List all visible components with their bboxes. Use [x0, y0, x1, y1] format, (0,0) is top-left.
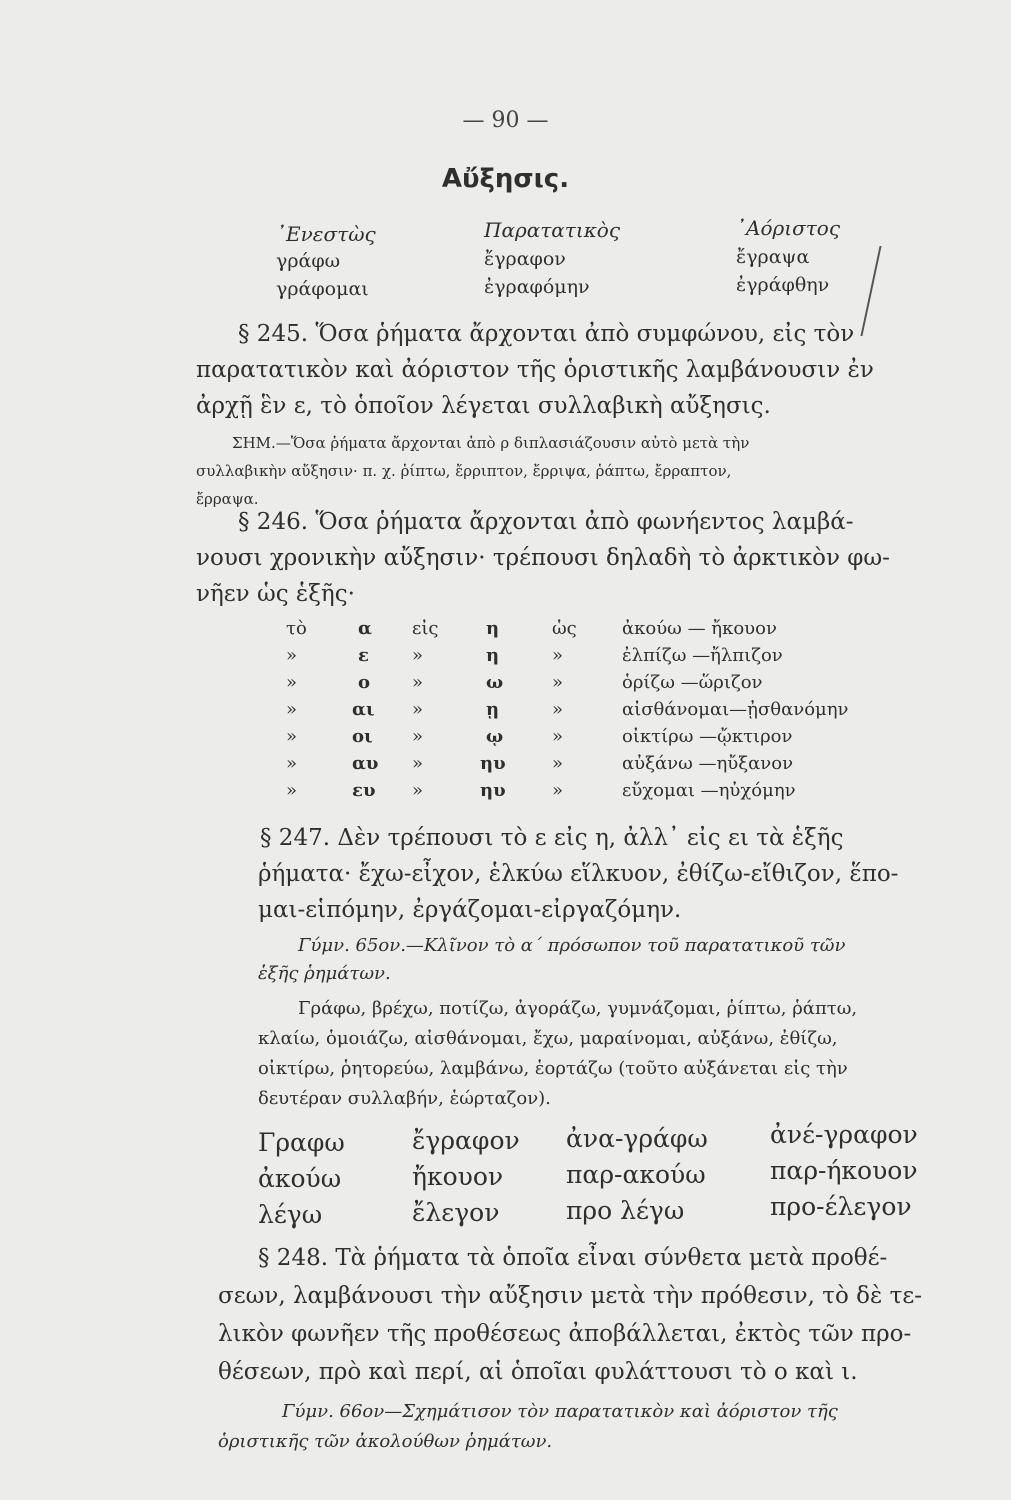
- vowel-example: ὁρίζω —ὥριζον: [622, 672, 763, 693]
- p245-line: παρατατικὸν καὶ ἀόριστον τῆς ὁριστικῆς λαμβάνουσιν ἐν: [196, 357, 874, 383]
- vowel-as: »: [552, 672, 564, 693]
- note-line: ἔρραψα.: [196, 490, 259, 508]
- paradigm-col-present: ᾿Ενεστὼς: [276, 222, 376, 246]
- p246-line: νουσι χρονικὴν αὔξησιν· τρέπουσι δηλαδὴ τὸ ἀρκτικὸν φω-: [196, 545, 890, 571]
- vowel-from: ο: [358, 672, 371, 693]
- vowel-into: »: [412, 699, 424, 720]
- compound-cell: παρ-ακούω: [566, 1160, 706, 1189]
- vowel-from: αι: [352, 699, 375, 720]
- vowel-row-lead: »: [286, 699, 298, 720]
- exercise-66-line: Γύμν. 66ον—Σχημάτισον τὸν παρατατικὸν καὶ ἀόριστον τῆς: [282, 1401, 838, 1422]
- paradigm-cell: ἔγραφον: [484, 248, 566, 270]
- paradigm-cell: γράφω: [276, 250, 341, 272]
- note-line: ΣΗΜ.—Ὅσα ῥήματα ἄρχονται ἀπὸ ρ διπλασιάζουσιν αὐτὸ μετὰ τὴν: [232, 434, 750, 452]
- note-line: συλλαβικὴν αὔξησιν· π. χ. ῥίπτω, ἔρριπτον, ἔρριψα, ῥάπτω, ἔρραπτον,: [196, 462, 732, 480]
- vowel-to: ῃ: [486, 699, 500, 720]
- vowel-into: εἰς: [412, 618, 439, 639]
- p246-line: § 246. Ὅσα ῥήματα ἄρχονται ἀπὸ φωνήεντος λαμβά-: [238, 509, 854, 535]
- pencil-stroke: [860, 246, 899, 336]
- vowel-to: η: [486, 618, 500, 639]
- exercise-66-line: ὁριστικῆς τῶν ἀκολούθων ῥημάτων.: [218, 1431, 553, 1452]
- paradigm-cell: ἔγραψα: [736, 246, 810, 268]
- p245-line: § 245. Ὅσα ῥήματα ἄρχονται ἀπὸ συμφώνου, εἰς τὸν: [238, 321, 855, 347]
- compound-cell: λέγω: [258, 1200, 323, 1229]
- p248-line: θέσεων, πρὸ καὶ περί, αἱ ὁποῖαι φυλάττουσι τὸ ο καὶ ι.: [218, 1359, 858, 1385]
- compound-cell: ἀκούω: [258, 1164, 342, 1193]
- vowel-example: οἰκτίρω —ᾤκτιρον: [622, 726, 793, 747]
- vowel-example: αὐξάνω —ηὔξανον: [622, 753, 794, 774]
- paradigm-col-imperfect: Παρατατικὸς: [484, 218, 621, 242]
- exercise-65-line: ἑξῆς ῥημάτων.: [258, 963, 391, 984]
- p247-line: § 247. Δὲν τρέπουσι τὸ ε εἰς η, ἀλλ᾿ εἰς ει τὰ ἑξῆς: [260, 825, 844, 851]
- compound-cell: Γραφω: [258, 1128, 345, 1157]
- p248-line: λικὸν φωνῆεν τῆς προθέσεως ἀποβάλλεται, ἐκτὸς τῶν προ-: [218, 1321, 912, 1347]
- vowel-row-lead: »: [286, 753, 298, 774]
- vowel-as: »: [552, 726, 564, 747]
- word-list-line: Γράφω, βρέχω, ποτίζω, ἀγοράζω, γυμνάζομαι, ῥίπτω, ῥάπτω,: [298, 998, 858, 1019]
- vowel-from: ευ: [352, 780, 376, 801]
- vowel-to: ω: [486, 672, 504, 693]
- compound-cell: ἤκουον: [412, 1162, 504, 1191]
- vowel-example: ἀκούω — ἤκουον: [622, 618, 777, 639]
- vowel-into: »: [412, 780, 424, 801]
- compound-cell: ἔγραφον: [412, 1126, 520, 1155]
- vowel-example: εὔχομαι —ηὐχόμην: [622, 780, 796, 801]
- p247-line: μαι-εἱπόμην, ἐργάζομαι-εἰργαζόμην.: [258, 897, 682, 923]
- vowel-example: ἐλπίζω —ἤλπιζον: [622, 645, 783, 666]
- vowel-example: αἰσθάνομαι—ᾐσθανόμην: [622, 699, 849, 720]
- p245-line: ἀρχῇ ἓν ε, τὸ ὁποῖον λέγεται συλλαβικὴ αὔξησις.: [196, 393, 771, 419]
- vowel-to: ηυ: [480, 753, 506, 774]
- vowel-as: »: [552, 699, 564, 720]
- vowel-row-lead: »: [286, 780, 298, 801]
- paradigm-col-aorist: ᾿Αόριστος: [736, 216, 841, 240]
- vowel-into: »: [412, 753, 424, 774]
- vowel-into: »: [412, 645, 424, 666]
- vowel-row-lead: »: [286, 726, 298, 747]
- paradigm-cell: γράφομαι: [276, 278, 369, 300]
- vowel-row-lead: »: [286, 645, 298, 666]
- p247-line: ῥήματα· ἔχω-εἶχον, ἑλκύω εἵλκυον, ἐθίζω-εἴθιζον, ἕπο-: [258, 861, 899, 887]
- p248-line: § 248. Τὰ ῥήματα τὰ ὁποῖα εἶναι σύνθετα μετὰ προθέ-: [258, 1245, 888, 1271]
- compound-cell: παρ-ήκουον: [770, 1156, 918, 1185]
- exercise-65-line: Γύμν. 65ον.—Κλῖνον τὸ α΄ πρόσωπον τοῦ παρατατικοῦ τῶν: [298, 935, 846, 956]
- vowel-from: οι: [352, 726, 373, 747]
- vowel-from: ε: [358, 645, 369, 666]
- vowel-to: ῳ: [486, 726, 504, 747]
- vowel-row-lead: »: [286, 672, 298, 693]
- vowel-as: »: [552, 780, 564, 801]
- vowel-into: »: [412, 672, 424, 693]
- p248-line: σεων, λαμβάνουσι τὴν αὔξησιν μετὰ τὴν πρόθεσιν, τὸ δὲ τε-: [218, 1283, 923, 1309]
- paradigm-cell: ἐγραφόμην: [484, 276, 590, 298]
- compound-cell: ἀνέ-γραφον: [770, 1120, 918, 1149]
- compound-cell: προ-έλεγον: [770, 1192, 912, 1221]
- vowel-as: »: [552, 753, 564, 774]
- vowel-as: ὡς: [552, 618, 577, 639]
- word-list-line: οἰκτίρω, ῥητορεύω, λαμβάνω, ἑορτάζω (τοῦτο αὐξάνεται εἰς τὴν: [258, 1058, 848, 1079]
- p246-line: νῆεν ὡς ἑξῆς·: [196, 581, 355, 607]
- section-heading: Αὔξησις.: [441, 164, 570, 194]
- word-list-line: δευτέραν συλλαβήν, ἑώρταζον).: [258, 1088, 551, 1109]
- vowel-from: αυ: [352, 753, 379, 774]
- vowel-to: η: [486, 645, 500, 666]
- compound-cell: ἀνα-γράφω: [566, 1124, 708, 1153]
- page-number: — 90 —: [462, 108, 549, 133]
- paradigm-cell: ἐγράφθην: [736, 274, 830, 296]
- vowel-row-lead: τὸ: [286, 618, 307, 639]
- vowel-from: α: [358, 618, 372, 639]
- vowel-as: »: [552, 645, 564, 666]
- compound-cell: ἔλεγον: [412, 1198, 500, 1227]
- vowel-to: ηυ: [480, 780, 506, 801]
- vowel-into: »: [412, 726, 424, 747]
- compound-cell: προ λέγω: [566, 1196, 685, 1225]
- word-list-line: κλαίω, ὁμοιάζω, αἰσθάνομαι, ἔχω, μαραίνομαι, αὐξάνω, ἐθίζω,: [258, 1028, 838, 1049]
